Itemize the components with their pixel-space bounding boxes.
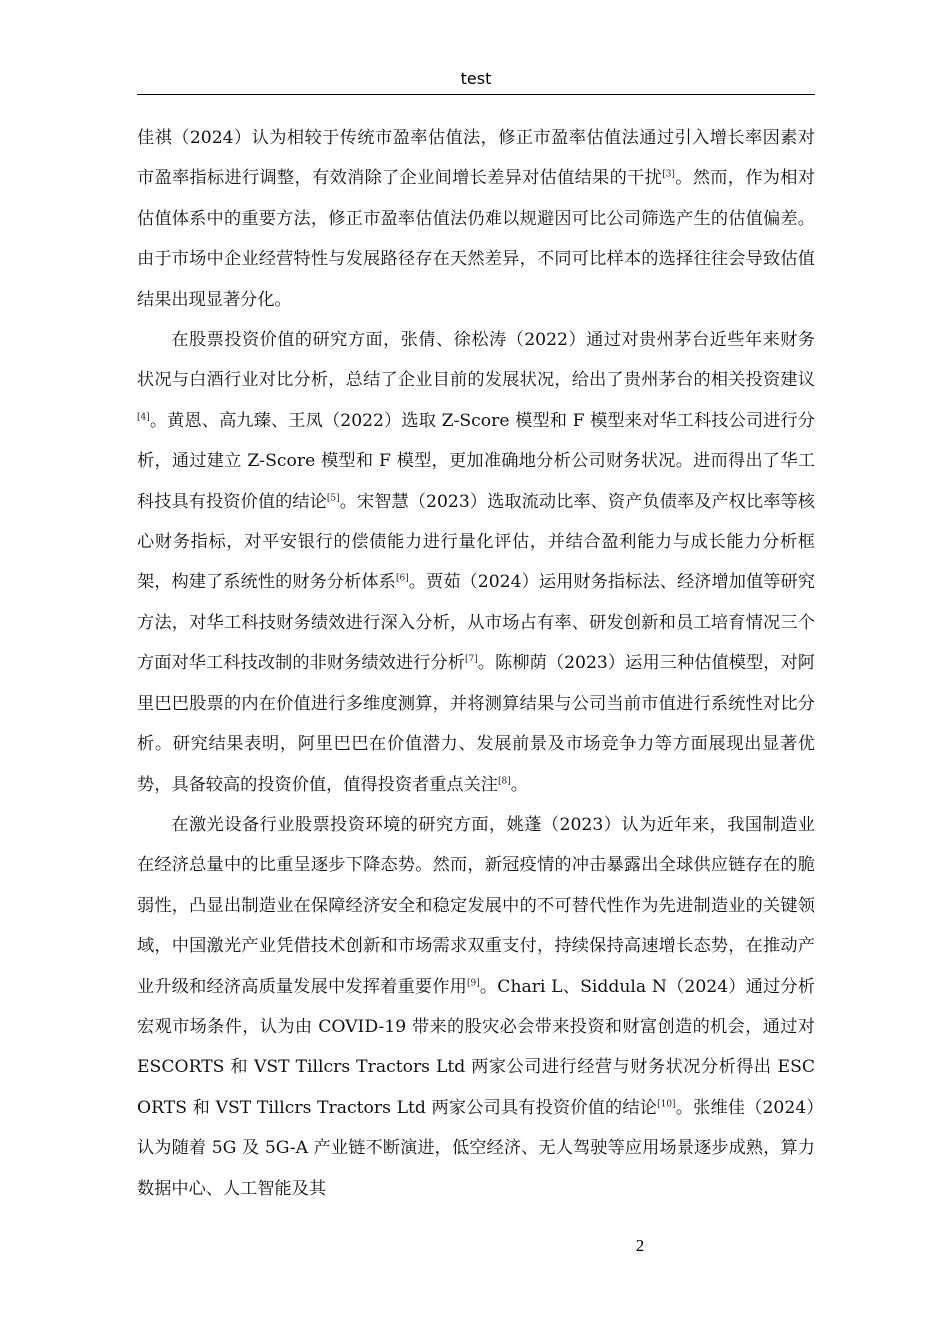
text-run: 佳祺（2024）认为相较于传统市盈率估值法，修正市盈率估值法通过引入增长率因素对市盈率指标进行调整，有效消除了企业间增长差异对估值结果的干扰 [137, 128, 815, 189]
text-run: 。黄恩、高九臻、王凤（2022）选取 Z-Score 模型和 F 模型来对华工科技公司进行分析，通过建立 Z-Score 模型和 F 模型，更加准确地分析公司财务状况。进而得出了华工科技具有投资价值的结论 [137, 410, 815, 512]
page-number: 2 [635, 1236, 645, 1255]
body-text [137, 118, 815, 1209]
citation-marker: [8] [497, 775, 511, 786]
text-run: 。然而，作为相对估值体系中的重要方法，修正市盈率估值法仍难以规避因可比公司筛选产生的估值偏差。由于市场中企业经营特性与发展路径存在天然差异，不同可比样本的选择往往会导致估值结果出现显著分化。 [137, 168, 815, 310]
header-title: test [460, 69, 492, 88]
text-run: 。陈柳荫（2023）运用三种估值模型，对阿里巴巴股票的内在价值进行多维度测算，并将测算结果与公司当前市值进行系统性对比分析。研究结果表明，阿里巴巴在价值潜力、发展前景及市场竞争力等方面展现出显著优势，具备较高的投资价值，值得投资者重点关注 [137, 653, 815, 795]
citation-marker: [3] [662, 169, 675, 180]
citation-marker: [10] [657, 1099, 676, 1110]
paragraph [137, 320, 815, 805]
citation-marker: [5] [326, 492, 340, 503]
text-run: 。贾茹（2024）运用财务指标法、经济增加值等研究方法，对华工科技财务绩效进行深入分析，从市场占有率、研发创新和员工培育情况三个方面对华工科技改制的非财务绩效进行分析 [137, 572, 815, 674]
text-run: 。宋智慧（2023）选取流动比率、资产负债率及产权比率等核心财务指标，对平安银行的偿债能力进行量化评估，并结合盈利能力与成长能力分析框架，构建了系统性的财务分析体系 [137, 491, 815, 593]
text-run: 。 [510, 774, 528, 795]
text-run: 。张维佳（2024）认为随着 5G 及 5G-A 产业链不断演进，低空经济、无人驾驶等应用场景逐步成熟，算力数据中心、人工智能及其 [137, 1097, 815, 1199]
text-run: 。Chari L、Siddula N（2024）通过分析宏观市场条件，认为由 COVID-19 带来的股灾必会带来投资和财富创造的机会，通过对 ESCORTS 和 VST Tillcrs Tractors Ltd 两家公司进行经营与财务状况分析得出 ESCORTS 和 VST Tillcrs Tractors Ltd 两家公司具有投资价值的结论 [137, 976, 815, 1118]
citation-marker: [4] [137, 412, 150, 423]
page-header [137, 66, 815, 95]
citation-marker: [9] [467, 977, 480, 988]
citation-marker: [6] [395, 573, 409, 584]
paragraph [137, 805, 815, 1209]
paragraph [137, 118, 815, 320]
text-run: 在股票投资价值的研究方面，张倩、徐松涛（2022）通过对贵州茅台近些年来财务状况与白酒行业对比分析，总结了企业目前的发展状况，给出了贵州茅台的相关投资建议 [137, 330, 815, 391]
text-run: 在激光设备行业股票投资环境的研究方面，姚蓬（2023）认为近年来，我国制造业在经济总量中的比重呈逐步下降态势。然而，新冠疫情的冲击暴露出全球供应链存在的脆弱性，凸显出制造业在保障经济安全和稳定发展中的不可替代性作为先进制造业的关键领域，中国激光产业凭借技术创新和市场需求双重支付，持续保持高速增长态势，在推动产业升级和经济高质量发展中发挥着重要作用 [137, 814, 815, 997]
citation-marker: [7] [464, 654, 478, 665]
